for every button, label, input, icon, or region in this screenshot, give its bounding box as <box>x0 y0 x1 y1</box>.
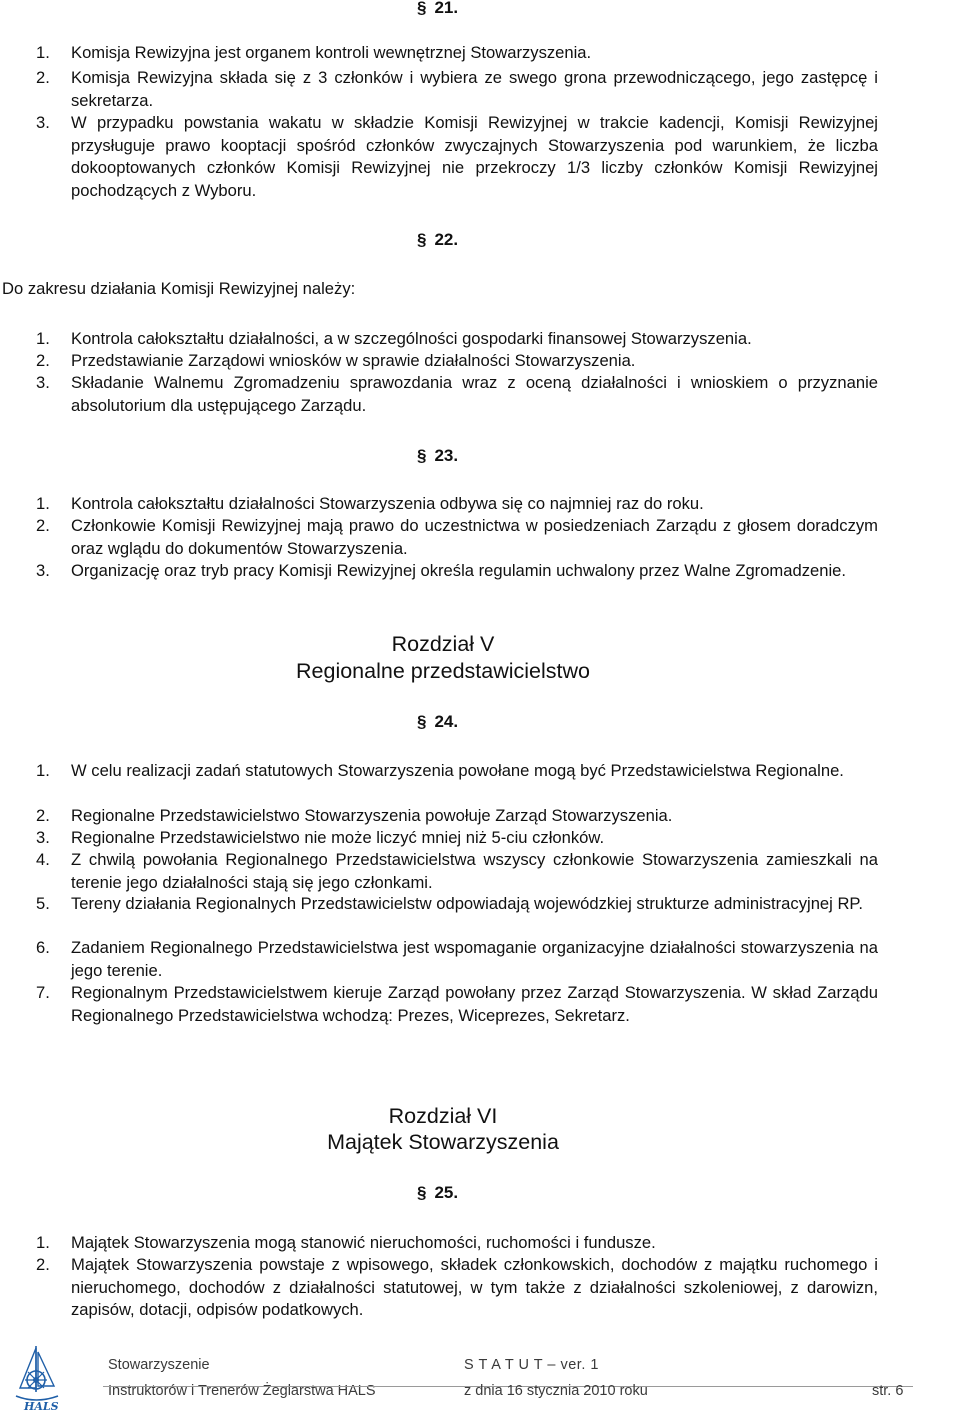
list-item-24-7: 7. Regionalnym Przedstawicielstwem kieruje Zarząd powołany przez Zarząd Stowarzyszenia. W skład Zarządu Regionalnego Przedstawicielstwa wchodzą: Prezes, Wiceprezes, Sekretarz. <box>36 983 878 1025</box>
chapter-6-title: Rozdział VI <box>388 1104 498 1128</box>
footer-org-line-1: Stowarzyszenie <box>108 1357 210 1373</box>
footer-doc-date: z dnia 16 stycznia 2010 roku <box>464 1383 648 1399</box>
chapter-5-subtitle: Regionalne przedstawicielstwo <box>296 659 590 683</box>
list-item-25-1: 1. Majątek Stowarzyszenia mogą stanowić nieruchomości, ruchomości i fundusze. <box>36 1233 656 1252</box>
section-22-heading: § 22. <box>417 230 459 249</box>
list-item-24-1: 1. W celu realizacji zadań statutowych Stowarzyszenia powołane mogą być Przedstawicielstwa Regionalne. <box>36 761 844 780</box>
logo-wordmark: HALS <box>24 1400 59 1413</box>
list-item-24-2: 2. Regionalne Przedstawicielstwo Stowarzyszenia powołuje Zarząd Stowarzyszenia. <box>36 806 673 825</box>
section-23-heading: § 23. <box>417 446 459 465</box>
list-item-23-2: 2. Członkowie Komisji Rewizyjnej mają prawo do uczestnictwa w posiedzeniach Zarządu z głosem doradczym oraz wglądu do dokumentów Stowarzyszenia. <box>36 516 878 558</box>
list-item-21-1: 1. Komisja Rewizyjna jest organem kontroli wewnętrznej Stowarzyszenia. <box>36 43 592 62</box>
list-item-24-6: 6. Zadaniem Regionalnego Przedstawicielstwa jest wspomaganie organizacyjne działalności stowarzyszenia na jego terenie. <box>36 938 878 980</box>
section-22-intro: Do zakresu działania Komisji Rewizyjnej należy: <box>2 279 356 298</box>
list-item-22-1: 1. Kontrola całokształtu działalności, a w szczególności gospodarki finansowej Stowarzyszenia. <box>36 329 752 348</box>
list-item-24-4: 4. Z chwilą powołania Regionalnego Przedstawicielstwa wszyscy członkowie Stowarzyszenia zamieszkali na terenie jego działalności stają się jego członkami. <box>36 850 878 892</box>
list-item-23-3: 3. Organizację oraz tryb pracy Komisji Rewizyjnej określa regulamin uchwalony przez Walne Zgromadzenie. <box>36 561 846 580</box>
list-item-24-5: 5. Tereny działania Regionalnych Przedstawicielstw odpowiadają wojewódzkiej strukturze administracyjnej RP. <box>36 894 863 913</box>
footer-org-line-2: Instruktorów i Trenerów Żeglarstwa HALS <box>108 1383 376 1399</box>
section-24-heading: § 24. <box>417 712 459 731</box>
list-item-24-3: 3. Regionalne Przedstawicielstwo nie może liczyć mniej niż 5-ciu członków. <box>36 828 605 847</box>
page-footer <box>0 1340 960 1420</box>
list-item-21-3: 3. W przypadku powstania wakatu w składzie Komisji Rewizyjnej w trakcie kadencji, Komisji Rewizyjnej przysługuje prawo kooptacji spośród członków zwyczajnych Stowarzyszenia pod warunkiem, że liczba dokooptowanych członków Komisji Rewizyjnej nie przekroczy 1/3 liczby członków Komisji Rewizyjnej pochodzących z Wyboru. <box>36 113 878 200</box>
chapter-6-subtitle: Majątek Stowarzyszenia <box>327 1130 559 1154</box>
section-25-heading: § 25. <box>417 1183 459 1202</box>
section-21-heading: § 21. <box>417 0 459 17</box>
list-item-23-1: 1. Kontrola całokształtu działalności Stowarzyszenia odbywa się co najmniej raz do roku. <box>36 494 704 513</box>
chapter-5-title: Rozdział V <box>391 632 495 656</box>
list-item-22-3: 3. Składanie Walnemu Zgromadzeniu sprawozdania wraz z oceną działalności i wnioskiem o przyznanie absolutorium dla ustępującego Zarządu. <box>36 373 878 415</box>
footer-doc-title: S T A T U T – ver. 1 <box>464 1357 599 1373</box>
list-item-22-2: 2. Przedstawianie Zarządowi wniosków w sprawie działalności Stowarzyszenia. <box>36 351 636 370</box>
list-item-21-2: 2. Komisja Rewizyjna składa się z 3 członków i wybiera ze swego grona przewodniczącego, jego zastępcę i sekretarza. <box>36 68 878 110</box>
hals-logo <box>10 1342 64 1416</box>
list-item-25-2: 2. Majątek Stowarzyszenia powstaje z wpisowego, składek członkowskich, dochodów z majątku ruchomego i nieruchomego, dochodów z działalności statutowej, w tym także z działalności szkoleniowej, z darowizn, zapisów, dotacji, odpisów podatkowych. <box>36 1255 878 1319</box>
footer-page-number: str. 6 <box>872 1383 904 1399</box>
